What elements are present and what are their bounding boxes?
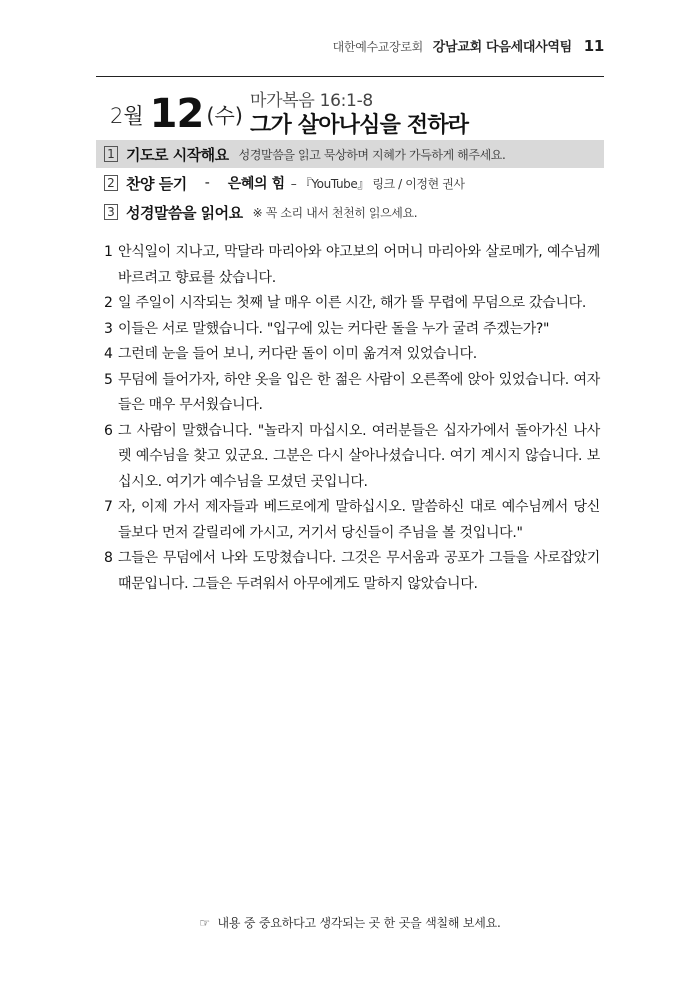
step-pray [96, 140, 604, 168]
step-number: 1 [104, 146, 118, 162]
header-rule [96, 76, 604, 77]
verse-number: 1 [104, 244, 113, 260]
verse-number: 2 [104, 295, 113, 311]
youtube-link[interactable]: – 『YouTube』 링크 / 이정현 권사 [290, 176, 465, 191]
date-weekday: (수) [206, 104, 243, 128]
verse-number: 6 [104, 422, 113, 439]
verse-text: 일 주일이 시작되는 첫째 날 매우 이른 시간, 해가 뜰 무렵에 무덤으로 갔습니다. [118, 295, 587, 311]
pointing-hand-icon: ☞ [199, 916, 210, 930]
step-description: 성경말씀을 읽고 묵상하며 지혜가 가득하게 해주세요. [238, 147, 506, 162]
verse-number: 7 [104, 499, 113, 515]
verse [104, 495, 600, 546]
scripture-passage [104, 240, 600, 597]
verse [104, 342, 600, 368]
step-praise [96, 169, 604, 197]
step-number: 2 [104, 175, 118, 191]
header-org: 대한예수교장로회 [332, 40, 423, 54]
page-header [333, 36, 604, 55]
verse [104, 546, 600, 597]
header-church: 강남교회 다음세대사역팀 [432, 40, 572, 55]
verse-text: 이들은 서로 말했습니다. "입구에 있는 커다란 돌을 누가 굴려 주겠는가?" [118, 320, 550, 337]
scripture-reference: 마가복음 16:1-8 [250, 91, 373, 111]
page-title: 그가 살아나심을 전하라 [250, 113, 469, 138]
verse-text: 그 사람이 말했습니다. "놀라지 마십시오. 여러분들은 십자가에서 돌아가신 나사렛 예수님을 찾고 있군요. 그분은 다시 살아나셨습니다. 여기 계시지 않습니다. 보십시오. 여기가 예수님을 모셨던 곳입니다. [118, 422, 600, 490]
verse-text: 안식일이 지나고, 막달라 마리아와 야고보의 어머니 마리아와 살로메가, 예수님께 바르려고 향료를 샀습니다. [118, 244, 600, 286]
step-dash: - [204, 175, 210, 191]
verse-text: 자, 이제 가서 제자들과 베드로에게 말하십시오. 말씀하신 대로 예수님께서 당신들보다 먼저 갈릴리에 가시고, 거기서 당신들이 주님을 볼 것입니다." [118, 499, 600, 541]
song-title: 은혜의 힘 [227, 176, 285, 192]
verse [104, 317, 600, 343]
footer-text: 내용 중 중요하다고 생각되는 곳 한 곳을 색칠해 보세요. [217, 916, 501, 930]
verse [104, 419, 600, 496]
verse-number: 8 [104, 550, 113, 566]
step-description: ※ 꼭 소리 내서 천천히 읽으세요. [252, 205, 418, 220]
verse [104, 240, 600, 291]
verse-text: 그런데 눈을 들어 보니, 커다란 돌이 이미 옮겨져 있었습니다. [118, 346, 477, 362]
date-month: 2월 [110, 104, 144, 128]
step-label: 기도로 시작해요 [126, 145, 229, 164]
page-number: 11 [583, 37, 604, 55]
verse-text: 그들은 무덤에서 나와 도망쳤습니다. 그것은 무서움과 공포가 그들을 사로잡았기 때문입니다. 그들은 두려워서 아무에게도 말하지 않았습니다. [118, 550, 600, 592]
verse-number: 4 [104, 346, 113, 362]
date [110, 90, 243, 137]
verse [104, 291, 600, 317]
step-number: 3 [104, 204, 118, 220]
verse-text: 무덤에 들어가자, 하얀 옷을 입은 한 젊은 사람이 오른쪽에 앉아 있었습니다. 여자들은 매우 무서웠습니다. [118, 371, 600, 413]
verse-number: 5 [104, 371, 113, 388]
footer-instruction [0, 914, 700, 931]
verse-number: 3 [104, 320, 113, 337]
step-read [96, 198, 604, 226]
step-label: 성경말씀을 읽어요 [126, 203, 243, 222]
verse [104, 368, 600, 419]
step-label: 찬양 듣기 [126, 174, 187, 193]
date-day: 12 [149, 91, 204, 137]
